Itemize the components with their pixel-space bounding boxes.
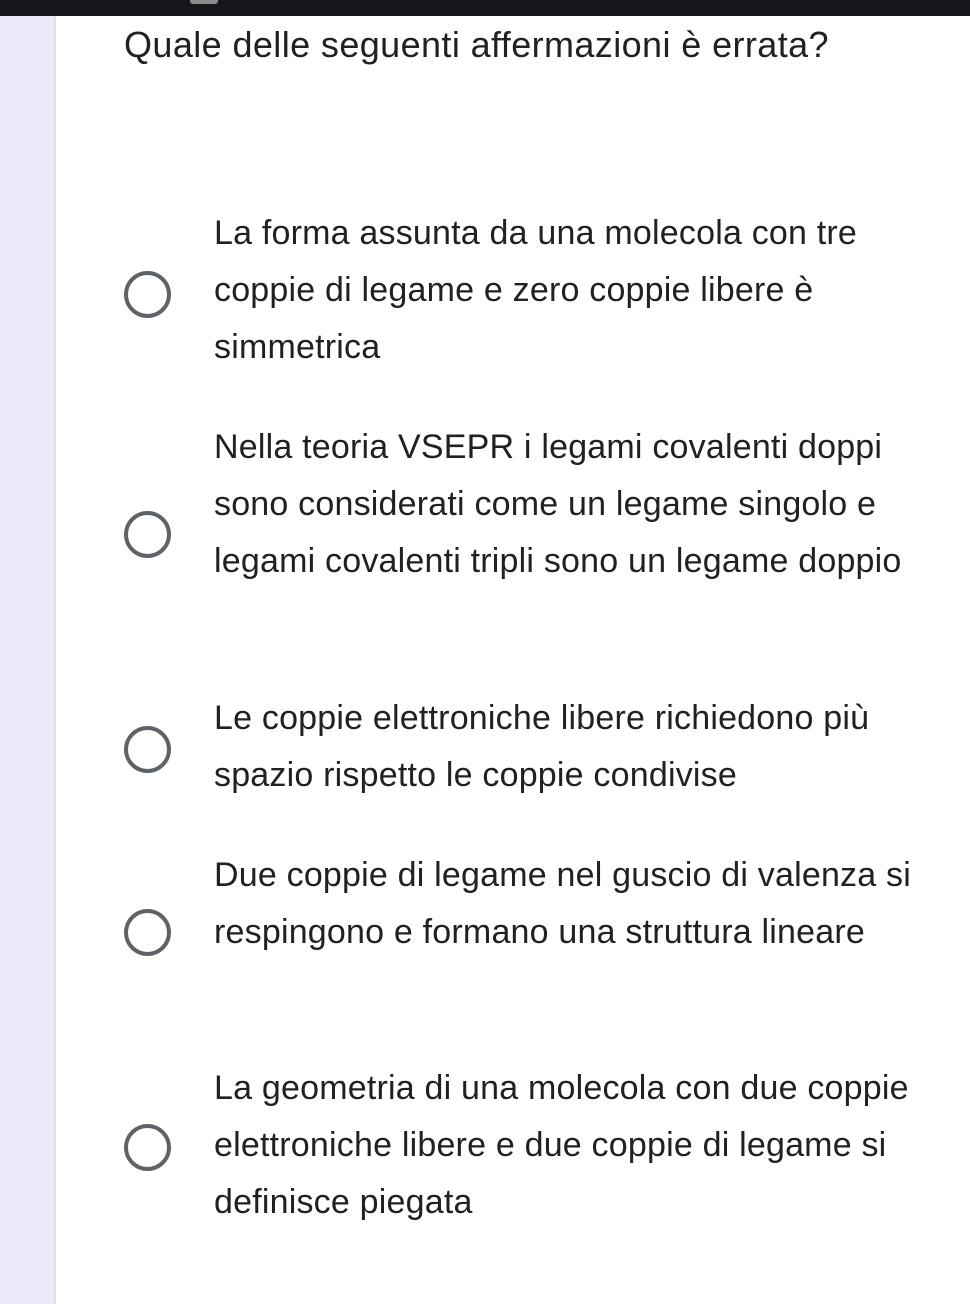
answer-option-label: La forma assunta da una molecola con tre coppie di legame e zero coppie libere è simmetrica bbox=[214, 214, 858, 366]
answer-option-label: Nella teoria VSEPR i legami covalenti doppi sono considerati come un legame singolo e legami covalenti tripli sono un legame doppio bbox=[214, 428, 902, 580]
answer-option-label: Due coppie di legame nel guscio di valenza si respingono e formano una struttura lineare bbox=[214, 856, 911, 951]
answer-option-2[interactable] bbox=[0, 419, 970, 647]
answer-option-label: La geometria di una molecola con due coppie elettroniche libere e due coppie di legame si definisce piegata bbox=[214, 1069, 909, 1221]
answer-option-3[interactable] bbox=[0, 690, 970, 804]
answer-option-1[interactable] bbox=[0, 205, 970, 376]
radio-button[interactable] bbox=[124, 511, 171, 558]
answer-option-label: Le coppie elettroniche libere richiedono più spazio rispetto le coppie condivise bbox=[214, 699, 870, 794]
radio-button[interactable] bbox=[124, 909, 171, 956]
answer-option-5[interactable] bbox=[0, 1060, 970, 1231]
answer-option-4[interactable] bbox=[0, 847, 970, 1018]
status-bar-notch bbox=[190, 0, 218, 4]
radio-button[interactable] bbox=[124, 271, 171, 318]
question-title: Quale delle seguenti affermazioni è errata? bbox=[124, 24, 829, 65]
radio-button[interactable] bbox=[124, 726, 171, 773]
radio-button[interactable] bbox=[124, 1124, 171, 1171]
